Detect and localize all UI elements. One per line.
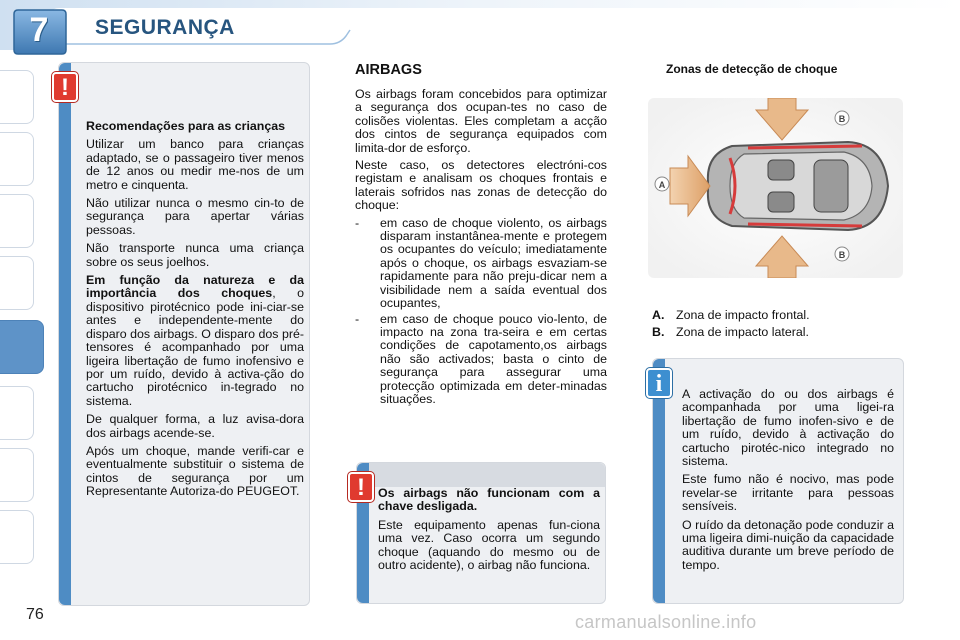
zone-a-marker xyxy=(655,177,669,191)
airbag-key-warning-text xyxy=(378,487,600,577)
chapter-tab[interactable] xyxy=(0,194,34,248)
legend-item xyxy=(652,307,810,324)
bold-lead-rest: , o dispositivo pirotécnico pode ini-ciar-se antes e independente-mente do disparo dos airbags. O disparo dos pré-tensores é acompanhado por uma ligeira libertação de fumo inofensivo e por um ruído, devido à activa-ção do cartucho pirotécnico in-tegrado no sistema. xyxy=(86,286,305,408)
chapter-tab[interactable] xyxy=(0,386,34,440)
figure-legend xyxy=(652,307,810,341)
paragraph: Não utilizar nunca o mesmo cin-to de segurança para apertar várias pessoas. xyxy=(86,196,304,237)
legend-key: B. xyxy=(652,325,665,339)
chapter-tab[interactable] xyxy=(0,448,34,502)
bullet-text: em caso de choque pouco vio-lento, de impacto na zona tra-seira e em certas condições de capotamento,os airbags não são activados; basta o cinto de segurança para assegurar uma protecção optimizada em deter-minadas situações. xyxy=(380,311,607,406)
svg-text:B: B xyxy=(838,250,846,260)
paragraph: Este fumo não é nocivo, mas pode revelar-se irritante para pessoas sensíveis. xyxy=(682,472,894,514)
panel-header-band xyxy=(369,463,605,487)
info-icon: i xyxy=(646,368,672,398)
legend-text: Zona de impacto frontal. xyxy=(676,308,810,322)
child-safety-text xyxy=(86,120,304,504)
paragraph: Os airbags foram concebidos para optimizar a segurança dos ocupan-tes no caso de colisões violentas. Eles completam a acção dos cintos de segurança equipados com limita-dor de esforço. xyxy=(355,87,607,155)
svg-text:A: A xyxy=(658,180,666,190)
car-top-view xyxy=(708,142,888,230)
section-title-airbags: AIRBAGS xyxy=(355,62,422,78)
bullet-text: em caso de choque violento, os airbags disparam instantânea-mente e protegem os ocupantes do veículo; imediatamente após o choque, os airbags esvaziam-se rapidamente para não preju-dicar nem a visibilidade nem a saída eventual dos ocupantes, xyxy=(380,215,607,311)
chapter-tab[interactable] xyxy=(0,510,34,564)
child-safety-heading: Recomendações para as crianças xyxy=(86,119,286,133)
paragraph: O ruído da detonação pode conduzir a uma ligeira dimi-nuição da capacidade auditiva durante um breve período de tempo. xyxy=(682,517,894,572)
chapter-tab[interactable] xyxy=(0,256,34,310)
paragraph: Neste caso, os detectores electróni-cos registam e analisam os choques frontais e laterais sofridos nas zonas de detecção do choque: xyxy=(355,158,607,213)
zone-b-marker-top xyxy=(835,111,849,125)
watermark: carmanualsonline.info xyxy=(575,612,757,632)
paragraph: A activação do ou dos airbags é acompanhada por uma ligei-ra libertação de fumo inofen-sivo e de um ruído, devido à activação do cartucho pirotéc-nico integrado no sistema. xyxy=(682,387,894,469)
chapter-number: 7 xyxy=(29,11,49,49)
bold-lead: Em função da natureza e da importância dos choques xyxy=(86,273,304,301)
chapter-tab-active[interactable] xyxy=(0,320,44,374)
warning-heading: Os airbags não funcionam com a chave desligada. xyxy=(378,486,600,514)
warning-icon: ! xyxy=(52,72,78,102)
bullet-item xyxy=(355,313,607,407)
bullet-dash: - xyxy=(355,215,360,230)
airbags-body xyxy=(355,88,607,408)
chapter-tab[interactable] xyxy=(0,132,34,186)
page-number: 76 xyxy=(26,606,44,623)
figure-title: Zonas de detecção de choque xyxy=(666,62,838,76)
paragraph: Após um choque, mande verifi-car e eventualmente substituir o sistema de cintos de segurança por um Representante Autoriza-do PEUGEOT. xyxy=(86,443,304,499)
warning-icon: ! xyxy=(348,472,374,502)
panel-accent-stripe xyxy=(59,63,71,605)
paragraph: Não transporte nunca uma criança sobre os seus joelhos. xyxy=(86,241,304,269)
legend-item xyxy=(652,324,810,341)
svg-text:B: B xyxy=(838,114,846,124)
crash-detection-zones-diagram xyxy=(648,98,903,278)
zone-b-marker-bottom xyxy=(835,247,849,261)
bullet-dash: - xyxy=(355,311,360,326)
paragraph: De qualquer forma, a luz avisa-dora dos airbags acende-se. xyxy=(86,412,304,440)
legend-key: A. xyxy=(652,308,665,322)
chapter-tab[interactable] xyxy=(0,70,34,124)
chapter-title: SEGURANÇA xyxy=(95,16,235,39)
paragraph: Utilizar um banco para crianças adaptado, se o passageiro tiver menos de 12 anos ou medir me-nos de um metro e cinquenta. xyxy=(86,137,304,192)
info-text xyxy=(682,388,894,577)
paragraph xyxy=(86,274,304,408)
paragraph: Este equipamento apenas fun-ciona uma vez. Caso ocorra um segundo choque (aquando do mesmo ou de outro acidente), o airbag não funciona. xyxy=(378,517,600,573)
legend-text: Zona de impacto lateral. xyxy=(676,325,809,339)
bullet-item xyxy=(355,217,607,311)
chapter-thumb-tabs xyxy=(0,70,40,590)
